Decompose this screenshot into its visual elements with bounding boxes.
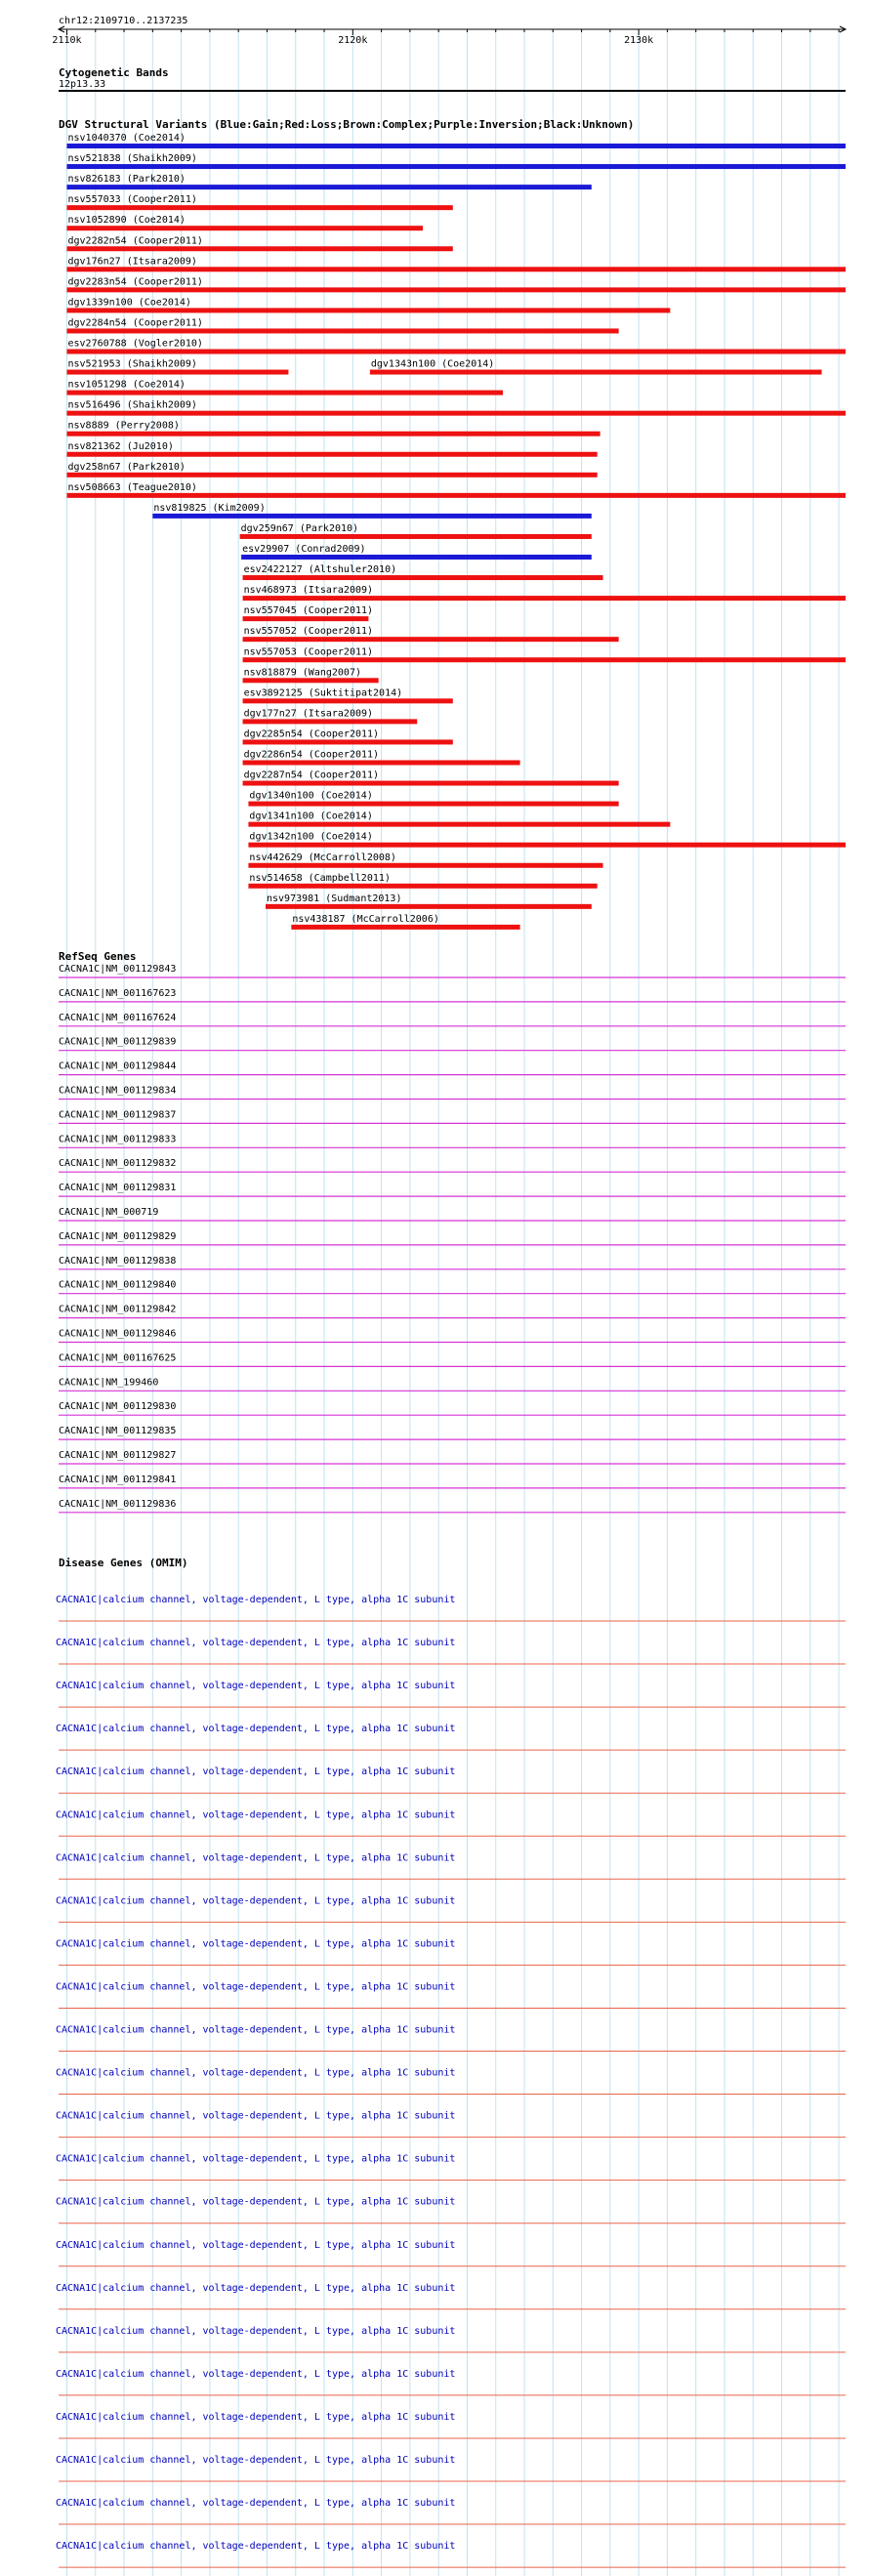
dgv-variant[interactable] — [66, 380, 503, 395]
dgv-variant-label: dgv2286n54 (Cooper2011) — [243, 749, 380, 761]
dgv-track — [59, 118, 846, 930]
refseq-gene[interactable] — [59, 1401, 846, 1415]
dgv-variant-label: nsv557052 (Cooper2011) — [243, 626, 374, 638]
dgv-variant[interactable] — [66, 235, 452, 251]
omim-gene-label: CACNA1C|calcium channel, voltage-dependent, L type, alpha 1C subunit — [56, 1895, 456, 1907]
dgv-variant-bar[interactable] — [248, 802, 618, 807]
dgv-variant-label: nsv973981 (Sudmant2013) — [267, 893, 402, 904]
omim-gene-label: CACNA1C|calcium channel, voltage-dependent, L type, alpha 1C subunit — [56, 1938, 456, 1950]
omim-gene[interactable] — [56, 2111, 846, 2138]
dgv-variant-bar[interactable] — [248, 884, 597, 889]
dgv-variant-bar[interactable] — [266, 904, 592, 909]
dgv-variant[interactable] — [243, 646, 846, 662]
dgv-variant-bar[interactable] — [66, 164, 846, 169]
dgv-variant-bar[interactable] — [243, 761, 520, 766]
dgv-variant-label: nsv821362 (Ju2010) — [67, 440, 174, 452]
dgv-variant-label: nsv508663 (Teague2010) — [67, 481, 197, 493]
dgv-variant[interactable] — [370, 359, 822, 375]
refseq-gene-label: CACNA1C|NM_001129837 — [59, 1109, 177, 1121]
dgv-variant-label: nsv514658 (Campbell2011) — [249, 872, 391, 884]
dgv-variant-bar[interactable] — [66, 391, 503, 395]
dgv-variant-bar[interactable] — [66, 493, 846, 498]
omim-gene[interactable] — [56, 1638, 846, 1664]
refseq-gene-label: CACNA1C|NM_000719 — [59, 1207, 159, 1218]
refseq-gene-label: CACNA1C|NM_001129836 — [59, 1498, 177, 1510]
refseq-gene[interactable] — [59, 1037, 846, 1051]
dgv-variant[interactable] — [66, 215, 423, 230]
refseq-gene[interactable] — [59, 1061, 846, 1075]
refseq-gene[interactable] — [59, 964, 846, 977]
refseq-gene-label: CACNA1C|NM_001129842 — [59, 1304, 177, 1315]
dgv-variant[interactable] — [66, 441, 597, 457]
dgv-variant[interactable] — [66, 194, 452, 210]
dgv-variant-bar[interactable] — [243, 575, 603, 580]
omim-gene-label: CACNA1C|calcium channel, voltage-dependent, L type, alpha 1C subunit — [56, 1852, 456, 1864]
dgv-variant-label: esv29907 (Conrad2009) — [242, 544, 366, 555]
dgv-variant[interactable] — [266, 893, 592, 909]
dgv-variant[interactable] — [243, 585, 846, 601]
dgv-variant-bar[interactable] — [66, 473, 597, 478]
dgv-variant-label: nsv1040370 (Coe2014) — [67, 133, 186, 144]
dgv-variant[interactable] — [152, 503, 591, 519]
dgv-variant[interactable] — [66, 297, 670, 312]
dgv-variant-bar[interactable] — [66, 267, 846, 271]
refseq-gene[interactable] — [59, 1450, 846, 1464]
omim-gene[interactable] — [56, 2541, 846, 2567]
dgv-variant-bar[interactable] — [66, 452, 597, 457]
refseq-gene-label: CACNA1C|NM_001129829 — [59, 1230, 177, 1242]
dgv-variant[interactable] — [243, 728, 453, 744]
refseq-gene-label: CACNA1C|NM_001167624 — [59, 1012, 177, 1023]
dgv-variant[interactable] — [66, 400, 846, 416]
dgv-variant-label: nsv557033 (Cooper2011) — [67, 194, 197, 206]
dgv-variant-bar[interactable] — [66, 411, 846, 416]
dgv-variant-bar[interactable] — [243, 719, 418, 724]
dgv-variant-bar[interactable] — [240, 534, 592, 539]
omim-gene[interactable] — [56, 2412, 846, 2438]
omim-gene[interactable] — [56, 2068, 846, 2095]
refseq-gene-label: CACNA1C|NM_001129839 — [59, 1036, 177, 1048]
dgv-variant[interactable] — [66, 174, 591, 189]
omim-gene-label: CACNA1C|calcium channel, voltage-dependent, L type, alpha 1C subunit — [56, 1638, 456, 1649]
refseq-gene[interactable] — [59, 1256, 846, 1269]
dgv-variant-label: dgv177n27 (Itsara2009) — [243, 708, 374, 720]
refseq-gene[interactable] — [59, 1499, 846, 1513]
omim-gene[interactable] — [56, 2498, 846, 2524]
dgv-variant[interactable] — [66, 256, 846, 271]
dgv-variant-label: dgv1340n100 (Coe2014) — [249, 790, 373, 802]
omim-gene-label: CACNA1C|calcium channel, voltage-dependent, L type, alpha 1C subunit — [56, 1724, 456, 1735]
dgv-variant-label: dgv1342n100 (Coe2014) — [249, 831, 373, 843]
dgv-variant-label: dgv176n27 (Itsara2009) — [67, 256, 197, 268]
dgv-variant[interactable] — [66, 276, 846, 292]
refseq-gene-label: CACNA1C|NM_001167625 — [59, 1352, 177, 1364]
omim-gene-label: CACNA1C|calcium channel, voltage-dependent, L type, alpha 1C subunit — [56, 2498, 456, 2510]
refseq-gene-label: CACNA1C|NM_001129835 — [59, 1426, 177, 1437]
dgv-variant-bar[interactable] — [243, 657, 846, 662]
dgv-variant[interactable] — [240, 523, 592, 539]
omim-gene[interactable] — [56, 1981, 846, 2008]
refseq-gene-label: CACNA1C|NM_001129838 — [59, 1255, 177, 1267]
dgv-variant-label: nsv8889 (Perry2008) — [67, 420, 180, 432]
refseq-gene[interactable] — [59, 1134, 846, 1147]
cytoband-title: Cytogenetic Bands — [59, 66, 169, 79]
omim-gene[interactable] — [56, 1766, 846, 1793]
refseq-gene[interactable] — [59, 1280, 846, 1294]
dgv-variant[interactable] — [243, 770, 619, 786]
dgv-variant[interactable] — [66, 153, 846, 169]
dgv-variant-label: nsv516496 (Shaikh2009) — [67, 399, 197, 411]
refseq-gene[interactable] — [59, 1086, 846, 1100]
dgv-variant-label: dgv1343n100 (Coe2014) — [370, 358, 495, 370]
dgv-variant-bar[interactable] — [66, 308, 670, 312]
dgv-variant-bar[interactable] — [66, 370, 288, 375]
refseq-gene-label: CACNA1C|NM_001129834 — [59, 1085, 177, 1097]
dgv-variant[interactable] — [241, 544, 592, 560]
dgv-variant-bar[interactable] — [291, 925, 519, 930]
omim-gene[interactable] — [56, 2326, 846, 2352]
refseq-features — [59, 964, 846, 1513]
dgv-variant-bar[interactable] — [243, 616, 369, 621]
dgv-variant-label: dgv259n67 (Park2010) — [240, 522, 359, 534]
omim-gene-label: CACNA1C|calcium channel, voltage-dependent, L type, alpha 1C subunit — [56, 2153, 456, 2165]
omim-gene-label: CACNA1C|calcium channel, voltage-dependent, L type, alpha 1C subunit — [56, 2325, 456, 2337]
refseq-gene-label: CACNA1C|NM_199460 — [59, 1377, 159, 1389]
omim-gene[interactable] — [56, 2455, 846, 2481]
dgv-variant-bar[interactable] — [243, 678, 379, 683]
dgv-variant-label: nsv1052890 (Coe2014) — [67, 215, 186, 227]
dgv-variant-bar[interactable] — [66, 144, 846, 148]
refseq-gene-label: CACNA1C|NM_001129832 — [59, 1158, 177, 1170]
refseq-gene[interactable] — [59, 1109, 846, 1123]
omim-gene-label: CACNA1C|calcium channel, voltage-dependent, L type, alpha 1C subunit — [56, 2239, 456, 2251]
dgv-variant-label: dgv1339n100 (Coe2014) — [67, 297, 191, 309]
omim-gene-label: CACNA1C|calcium channel, voltage-dependent, L type, alpha 1C subunit — [56, 2282, 456, 2294]
dgv-title: DGV Structural Variants (Blue:Gain;Red:Loss;Brown:Complex;Purple:Inversion;Black:Unknown) — [59, 118, 635, 131]
omim-gene-label: CACNA1C|calcium channel, voltage-dependent, L type, alpha 1C subunit — [56, 2368, 456, 2380]
omim-gene-label: CACNA1C|calcium channel, voltage-dependent, L type, alpha 1C subunit — [56, 1981, 456, 1993]
dgv-variant-label: nsv818879 (Wang2007) — [243, 667, 362, 679]
omim-gene[interactable] — [56, 2240, 846, 2266]
refseq-gene-label: CACNA1C|NM_001129846 — [59, 1328, 177, 1340]
cytoband-label: 12p13.33 — [59, 79, 106, 90]
omim-gene-label: CACNA1C|calcium channel, voltage-dependent, L type, alpha 1C subunit — [56, 2411, 456, 2423]
refseq-gene-label: CACNA1C|NM_001129844 — [59, 1060, 177, 1072]
dgv-variant-label: nsv442629 (McCarroll2008) — [249, 852, 396, 863]
refseq-track — [59, 950, 846, 1513]
omim-track — [56, 1557, 846, 2576]
omim-gene-label: CACNA1C|calcium channel, voltage-dependent, L type, alpha 1C subunit — [56, 2110, 456, 2122]
ruler-tick-label: 2130k — [624, 35, 654, 46]
dgv-variant-bar[interactable] — [243, 739, 453, 744]
dgv-variant[interactable] — [248, 852, 602, 868]
dgv-variant[interactable] — [243, 687, 453, 703]
dgv-variant-bar[interactable] — [66, 185, 591, 189]
cytoband-track — [59, 66, 846, 92]
refseq-gene[interactable] — [59, 1426, 846, 1439]
dgv-variant-label: esv2760788 (Vogler2010) — [67, 338, 203, 350]
dgv-variant[interactable] — [291, 914, 519, 930]
dgv-variant-bar[interactable] — [241, 555, 592, 560]
ruler-tick-label: 2120k — [338, 35, 368, 46]
refseq-gene-label: CACNA1C|NM_001129827 — [59, 1450, 177, 1461]
omim-gene[interactable] — [56, 2154, 846, 2181]
dgv-variant[interactable] — [248, 791, 618, 807]
refseq-gene-label: CACNA1C|NM_001167623 — [59, 987, 177, 999]
omim-gene[interactable] — [56, 1895, 846, 1922]
dgv-variant-label: nsv468973 (Itsara2009) — [243, 585, 374, 597]
dgv-variant-bar[interactable] — [370, 370, 822, 375]
refseq-gene-label: CACNA1C|NM_001129843 — [59, 964, 177, 975]
omim-gene[interactable] — [56, 1852, 846, 1879]
dgv-variant-bar[interactable] — [248, 822, 670, 827]
dgv-variant[interactable] — [248, 873, 597, 889]
ruler-tick-label: 2110k — [52, 35, 82, 46]
omim-features — [56, 1595, 846, 2576]
dgv-variant-label: esv2422127 (Altshuler2010) — [243, 564, 397, 576]
omim-gene[interactable] — [56, 1681, 846, 1707]
dgv-variant-label: esv3892125 (Suktitipat2014) — [243, 687, 403, 699]
dgv-variant[interactable] — [243, 708, 418, 724]
refseq-gene-label: CACNA1C|NM_001129830 — [59, 1401, 177, 1413]
dgv-variant[interactable] — [66, 133, 846, 148]
omim-gene[interactable] — [56, 2197, 846, 2223]
omim-gene[interactable] — [56, 1595, 846, 1621]
omim-gene-label: CACNA1C|calcium channel, voltage-dependent, L type, alpha 1C subunit — [56, 2541, 456, 2553]
dgv-variant-label: dgv2287n54 (Cooper2011) — [243, 769, 380, 781]
omim-title: Disease Genes (OMIM) — [59, 1557, 188, 1569]
dgv-variant[interactable] — [66, 339, 846, 354]
dgv-variant-label: nsv1051298 (Coe2014) — [67, 379, 186, 391]
dgv-variant-label: nsv521838 (Shaikh2009) — [67, 153, 197, 165]
dgv-variant[interactable] — [243, 667, 379, 683]
refseq-title: RefSeq Genes — [59, 950, 137, 963]
refseq-gene[interactable] — [59, 1475, 846, 1488]
dgv-variant[interactable] — [243, 564, 603, 580]
dgv-variant-bar[interactable] — [66, 226, 423, 230]
dgv-variant-bar[interactable] — [243, 596, 846, 601]
dgv-features — [66, 133, 846, 930]
dgv-variant[interactable] — [66, 462, 597, 478]
refseq-gene[interactable] — [59, 1231, 846, 1245]
omim-gene-label: CACNA1C|calcium channel, voltage-dependent, L type, alpha 1C subunit — [56, 1809, 456, 1821]
dgv-variant-label: dgv258n67 (Park2010) — [67, 461, 186, 473]
omim-gene-label: CACNA1C|calcium channel, voltage-dependent, L type, alpha 1C subunit — [56, 1766, 456, 1778]
dgv-variant[interactable] — [248, 832, 846, 848]
dgv-variant-label: dgv2285n54 (Cooper2011) — [243, 728, 380, 740]
dgv-variant-bar[interactable] — [66, 328, 618, 333]
omim-gene[interactable] — [56, 2369, 846, 2395]
omim-gene[interactable] — [56, 1938, 846, 1965]
refseq-gene-label: CACNA1C|NM_001129831 — [59, 1183, 177, 1194]
refseq-gene[interactable] — [59, 988, 846, 1002]
refseq-gene[interactable] — [59, 1183, 846, 1196]
region-label: chr12:2109710..2137235 — [59, 16, 188, 26]
omim-gene-label: CACNA1C|calcium channel, voltage-dependent, L type, alpha 1C subunit — [56, 2067, 456, 2079]
dgv-variant-label: nsv819825 (Kim2009) — [153, 502, 266, 514]
dgv-variant-bar[interactable] — [66, 205, 452, 210]
dgv-variant-label: dgv2283n54 (Cooper2011) — [67, 276, 203, 288]
ruler-track — [52, 16, 846, 46]
dgv-variant-bar[interactable] — [66, 432, 600, 436]
dgv-variant-label: nsv521953 (Shaikh2009) — [67, 358, 197, 370]
refseq-gene[interactable] — [59, 1329, 846, 1343]
refseq-gene[interactable] — [59, 1013, 846, 1026]
ruler-axis — [52, 26, 846, 46]
omim-gene-label: CACNA1C|calcium channel, voltage-dependent, L type, alpha 1C subunit — [56, 2024, 456, 2036]
omim-gene-label: CACNA1C|calcium channel, voltage-dependent, L type, alpha 1C subunit — [56, 2455, 456, 2466]
dgv-variant-bar[interactable] — [66, 350, 846, 354]
omim-gene-label: CACNA1C|calcium channel, voltage-dependent, L type, alpha 1C subunit — [56, 2196, 456, 2208]
dgv-variant-bar[interactable] — [66, 287, 846, 292]
omim-gene[interactable] — [56, 1809, 846, 1836]
omim-gene[interactable] — [56, 2025, 846, 2052]
dgv-variant-bar[interactable] — [248, 843, 846, 848]
refseq-gene[interactable] — [59, 1352, 846, 1366]
dgv-variant[interactable] — [66, 359, 288, 375]
dgv-variant[interactable] — [248, 811, 670, 827]
dgv-variant[interactable] — [243, 626, 619, 642]
refseq-gene-label: CACNA1C|NM_001129833 — [59, 1134, 177, 1145]
dgv-variant-bar[interactable] — [243, 698, 453, 703]
dgv-variant[interactable] — [66, 482, 846, 498]
refseq-gene-label: CACNA1C|NM_001129840 — [59, 1279, 177, 1291]
cytoband-bar[interactable] — [59, 90, 846, 92]
omim-gene[interactable] — [56, 1724, 846, 1750]
dgv-variant-label: nsv557045 (Cooper2011) — [243, 605, 374, 617]
dgv-variant[interactable] — [66, 421, 600, 436]
dgv-variant[interactable] — [243, 605, 373, 621]
dgv-variant-bar[interactable] — [243, 637, 619, 642]
dgv-variant-label: nsv438187 (McCarroll2006) — [292, 913, 439, 925]
dgv-variant[interactable] — [66, 317, 618, 333]
refseq-gene[interactable] — [59, 1207, 846, 1221]
dgv-variant-label: nsv826183 (Park2010) — [67, 174, 186, 186]
dgv-variant-bar[interactable] — [152, 514, 591, 519]
dgv-variant-label: dgv1341n100 (Coe2014) — [249, 810, 373, 822]
dgv-variant-bar[interactable] — [243, 781, 619, 786]
refseq-gene[interactable] — [59, 1305, 846, 1318]
omim-gene-label: CACNA1C|calcium channel, voltage-dependent, L type, alpha 1C subunit — [56, 1681, 456, 1692]
refseq-gene[interactable] — [59, 1158, 846, 1172]
omim-gene-label: CACNA1C|calcium channel, voltage-dependent, L type, alpha 1C subunit — [56, 1595, 456, 1605]
dgv-variant-label: dgv2282n54 (Cooper2011) — [67, 235, 203, 247]
dgv-variant-bar[interactable] — [66, 246, 452, 251]
dgv-variant-bar[interactable] — [248, 863, 602, 868]
refseq-gene-label: CACNA1C|NM_001129841 — [59, 1474, 177, 1485]
dgv-variant-label: nsv557053 (Cooper2011) — [243, 646, 374, 658]
refseq-gene[interactable] — [59, 1377, 846, 1391]
dgv-variant-label: dgv2284n54 (Cooper2011) — [67, 317, 203, 329]
omim-gene[interactable] — [56, 2283, 846, 2309]
